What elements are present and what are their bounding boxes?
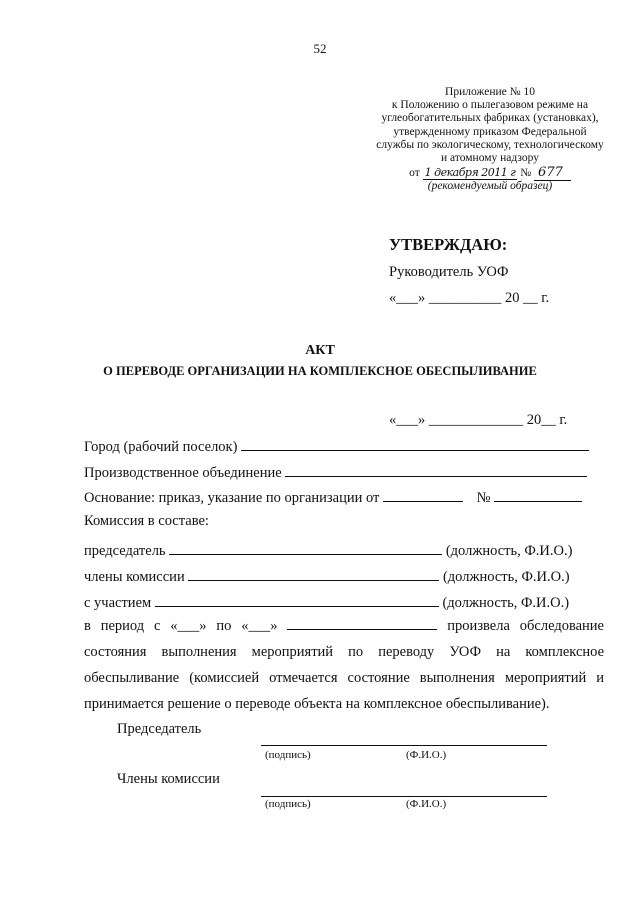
chairman-signature-line[interactable] [261,745,547,746]
chairman-name-caption: (Ф.И.О.) [406,749,447,761]
approve-head: Руководитель УОФ [389,264,509,280]
inspection-paragraph [84,613,604,717]
basis-number-label: № [476,490,491,506]
approve-date-year: 20 __ г. [505,290,550,306]
sig-members-label: Члены комиссии [117,771,220,787]
members-signature-caption: (подпись) [265,798,311,810]
basis-row [84,487,582,507]
association-row [84,462,587,482]
approve-date-day: «___» [389,290,426,306]
members-name-caption: (Ф.И.О.) [406,798,447,810]
chairman-row [84,540,572,560]
appendix-line: Приложение № 10 [445,86,535,98]
city-label: Город (рабочий поселок) [84,439,238,455]
participation-label: с участием [84,595,152,611]
appendix-line: к Положению о пылегазовом режиме на [391,99,589,112]
act-date-year: 20__ г. [526,412,568,428]
page-number: 52 [313,41,327,56]
act-date [389,412,567,429]
basis-label: Основание: приказ, указание по организации от [84,490,380,506]
association-field[interactable] [285,462,587,477]
members-row [84,566,570,586]
sig-chairman-label: Председатель [117,721,202,737]
handwritten-number: 677 [534,165,571,181]
members-field[interactable] [188,566,439,581]
appendix-order-line [355,166,625,180]
paragraph-text: произвела обследование состояния выполнения мероприятий по переводу УОФ на комплексное обеспыливание (комиссией отмечается состояние выполнения мероприятий и принимается решение о переводе объекта на комплексное обеспыливание). [84,618,604,712]
basis-date-field[interactable] [383,487,463,502]
recommended-sample-note: (рекомендуемый образец) [427,180,553,193]
city-field[interactable] [241,436,589,451]
act-date-month: _____________ [428,412,524,428]
handwritten-date: 1 декабря 2011 г [424,166,516,180]
appendix-line: утвержденному приказом Федеральной [393,125,587,138]
appendix-line: углеобогатительных фабриках (установках), [381,112,599,125]
act-date-day: «___» [389,412,426,428]
number-label: № [520,167,532,180]
chairman-label: председатель [84,543,166,559]
appendix-line: службы по экологическому, технологическому [376,138,604,151]
appendix-header [355,86,625,194]
period-field[interactable] [287,615,437,630]
chairman-position-note: (должность, Ф.И.О.) [445,543,573,559]
act-title: АКТ [305,343,335,358]
participation-field[interactable] [155,592,439,607]
approve-date-month: __________ [428,290,502,306]
association-label: Производственное объединение [84,465,282,481]
from-label: от [409,167,420,180]
commission-label: Комиссия в составе: [84,513,209,529]
participation-row [84,592,569,612]
appendix-line: и атомному надзору [441,152,539,165]
city-row [84,436,589,456]
chairman-signature-caption: (подпись) [265,749,311,761]
members-position-note: (должность, Ф.И.О.) [442,569,570,585]
members-signature-line[interactable] [261,796,547,797]
period-prefix: в период с «___» по «___» [84,618,278,634]
participation-position-note: (должность, Ф.И.О.) [442,595,570,611]
approve-title: УТВЕРЖДАЮ: [389,235,508,254]
act-subtitle: О ПЕРЕВОДЕ ОРГАНИЗАЦИИ НА КОМПЛЕКСНОЕ ОБЕСПЫЛИВАНИЕ [103,364,537,378]
approve-date [389,290,549,307]
chairman-field[interactable] [169,540,442,555]
basis-number-field[interactable] [494,487,582,502]
members-label: члены комиссии [84,569,185,585]
